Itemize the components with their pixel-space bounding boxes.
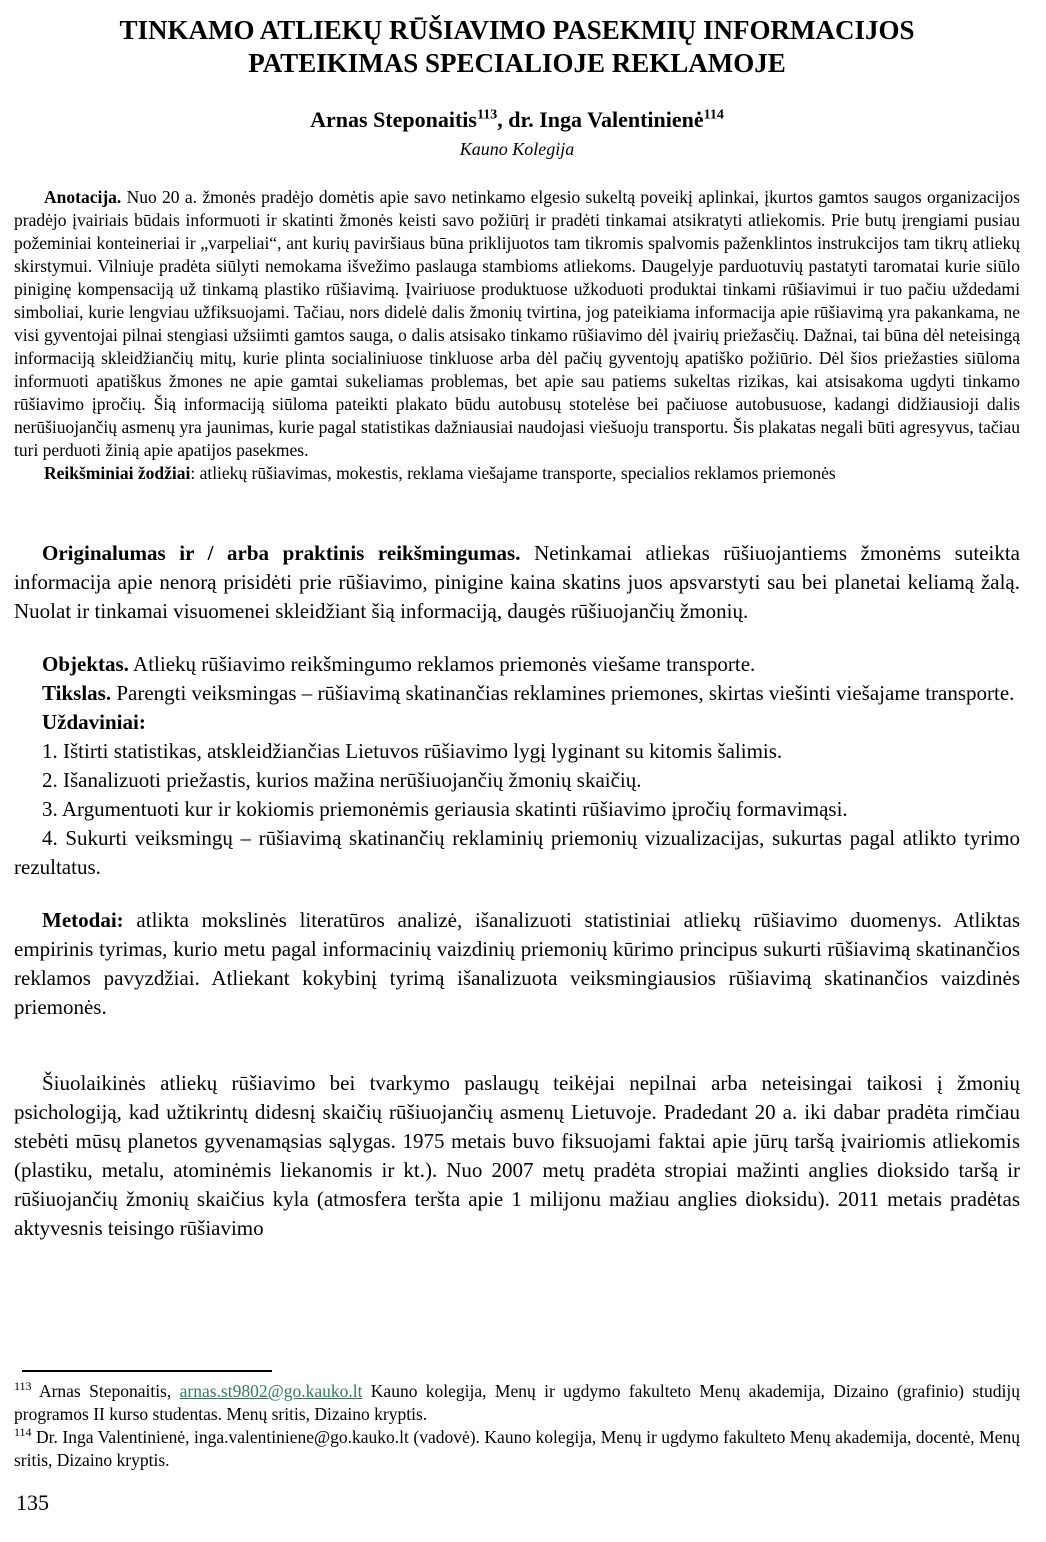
methods-text: atlikta mokslinės literatūros analizė, išanalizuoti statistiniai atliekų rūšiavimo duomenys. Atliktas empirinis tyrimas, kurio metu pagal informacinių vaizdinių priemonių kūrimo principus sukurti rūšiavimą skatinančios reklamos pavyzdžiai. Atliekant kokybinį tyrimą išanalizuota veiksmingiausios rūšiavimą skatinančios vaizdinės priemonės. [14,908,1020,1019]
footnote-separator [22,1370,272,1372]
affiliation: Kauno Kolegija [459,139,575,159]
task-number: 3. [42,797,58,821]
goal-label: Tikslas. [42,681,112,705]
footnote-1-text-before: Arnas Steponaitis, [31,1381,180,1401]
author-2-footnote-ref: 114 [703,107,724,123]
page-number: 135 [16,1490,49,1515]
keywords-text: : atliekų rūšiavimas, mokestis, reklama viešajame transporte, specialios reklamos priemonės [190,463,836,483]
author-2-name: , dr. Inga Valentinienė [497,107,704,132]
tasks-heading: Uždaviniai: [42,710,146,734]
keywords-label: Reikšminiai žodžiai [44,463,191,483]
abstract-text: Nuo 20 a. žmonės pradėjo domėtis apie savo netinkamo elgesio sukeltą poveikį aplinkai, įkurtos gamtos saugos organizacijos pradėjo įvairiais būdais informuoti ir skatinti žmonės keisti savo požiūrį ir pradėti tinkamai atsikratyti atliekomis. Prie butų įrengiami pusiau požeminiai konteineriai ir „varpeliai“, ant kurių paviršiaus būna priklijuotos tam tikromis spalvomis paženklintos instrukcijos tam tikrų atliekų skirstymui. Vilniuje pradėta siūlyti nemokama išvežimo paslauga stambioms atliekoms. Daugelyje parduotuvių pastatyti taromatai kurie siūlo piniginę kompensaciją už tinkamą plastiko rūšiavimą. Įvairiuose produktuose užkoduoti produktai tinkami rūšiavimui ir tuo pačiu uždedami simboliai, kurie lengviau užfiksuojami. Tačiau, nors didelė dalis žmonių tvirtina, jog pateikiama informacija apie rūšiavimą yra pakankama, ne visi gyventojai pilnai stengiasi užsiimti gamtos sauga, o dalis atsisako tinkamo rūšiavimo dėl įvairių priežasčių. Dažnai, tai būna dėl neteisingą informaciją skleidžiančių mitų, kurie plinta socialiniuose tinkluose arba dėl pačių gyventojų apatiško požiūrio. Dėl šios priežasties siūloma informuoti apatiškus žmones ne apie gamtai sukeliamas problemas, bet apie sau patiems sukeltas rizikas, kai atsisakoma ugdyti tinkamo rūšiavimo įpročių. Šią informaciją siūloma pateikti plakato būdu autobusų stotelėse bei pačiuose autobusuose, kadangi didžiausioji dalis nerūšiuojančių asmenų yra jaunimas, kurie pagal statistikas dažniausiai naudojasi viešuoju transportu. Šis plakatas negali būti agresyvus, tačiau turi perduoti žinią apie apatijos pasekmes. [14,187,1020,460]
footnote-2-number: 114 [14,1425,32,1440]
methods-paragraph [14,906,1020,1022]
methods-label: Metodai: [42,908,124,932]
keywords-line [14,462,1020,485]
task-item [14,795,1020,824]
task-number: 1. [42,739,58,763]
originality-paragraph [14,539,1020,626]
footnote-1-text-after: Kauno kolegija, Menų ir ugdymo fakulteto Menų akademija, Dizaino (grafinio) studijų programos II kurso studentas. Menų sritis, Dizaino kryptis. [14,1381,1020,1424]
task-text: Argumentuoti kur ir kokiomis priemonėmis geriausia skatinti rūšiavimo įpročių formavimąsi. [57,797,848,821]
footnote-1 [14,1380,1020,1426]
author-1-name: Arnas Steponaitis [310,107,477,132]
task-item [14,766,1020,795]
email-link[interactable]: arnas.st9802@go.kauko.lt [179,1381,363,1401]
object-text: Atliekų rūšiavimo reikšmingumo reklamos priemonės viešame transporte. [128,652,756,676]
paper-title-line-2: PATEIKIMAS SPECIALIOJE REKLAMOJE [248,48,786,78]
task-number: 4. [42,826,58,850]
authors-line [14,107,1020,133]
task-item [14,737,1020,766]
footnote-2-text: Dr. Inga Valentinienė, inga.valentiniene@go.kauko.lt (vadovė). Kauno kolegija, Menų ir ugdymo fakulteto Menų akademija, docentė, Menų sritis, Dizaino kryptis. [14,1427,1020,1470]
footnote-1-number: 113 [14,1379,32,1394]
abstract-paragraph [14,186,1020,462]
task-text: Sukurti veiksmingų – rūšiavimą skatinančių reklaminių priemonių vizualizacijas, sukurtas pagal atlikto tyrimo rezultatus. [14,826,1020,879]
task-text: Išanalizuoti priežastis, kurios mažina nerūšiuojančių žmonių skaičių. [57,768,642,792]
intro-paragraph: Šiuolaikinės atliekų rūšiavimo bei tvarkymo paslaugų teikėjai nepilnai arba neteisingai taikosi į žmonių psichologiją, kad užtikrintų didesnį skaičių rūšiuojančių asmenų Lietuvoje. Pradedant 20 a. iki dabar pradėta rimčiau stebėti mūsų planetos gyvenamąsias sąlygas. 1975 metais buvo fiksuojami faktai apie jūrų taršą įvairiomis atliekomis (plastiku, metalu, atominėmis liekanomis ir kt.). Nuo 2007 metų pradėta stropiai mažinti anglies dioksido taršą ir rūšiuojančių žmonių skaičius kyla (atmosfera teršta apie 1 milijonu mažiau anglies dioksidu). 2011 metais pradėtas aktyvesnis teisingo rūšiavimo [14,1071,1020,1240]
footnote-area [14,1370,1020,1472]
author-1-footnote-ref: 113 [476,107,498,123]
task-number: 2. [42,768,58,792]
footnote-2 [14,1426,1020,1472]
goal-paragraph [14,679,1020,708]
task-text: Ištirti statistikas, atskleidžiančias Lietuvos rūšiavimo lygį lyginant su kitomis šalimis. [57,739,783,763]
abstract-label: Anotacija. [44,187,122,207]
object-label: Objektas. [42,652,129,676]
originality-label: Originalumas ir / arba praktinis reikšmingumas. [42,541,521,565]
paper-title-line-1: TINKAMO ATLIEKŲ RŪŠIAVIMO PASEKMIŲ INFORMACIJOS [119,15,915,45]
paper-title [14,14,1020,80]
goal-text: Parengti veiksmingas – rūšiavimą skatinančias reklamines priemones, skirtas viešinti viešajame transporte. [111,681,1015,705]
task-item [14,824,1020,882]
object-paragraph [14,650,1020,679]
originality-text: Netinkamai atliekas rūšiuojantiems žmonėms suteikta informacija apie nenorą prisidėti prie rūšiavimo, pinigine kaina skatins juos apsvarstyti sau bei planetai keliamą žalą. Nuolat ir tinkamai visuomenei skleidžiant šią informaciją, daugės rūšiuojančių žmonių. [14,541,1020,623]
